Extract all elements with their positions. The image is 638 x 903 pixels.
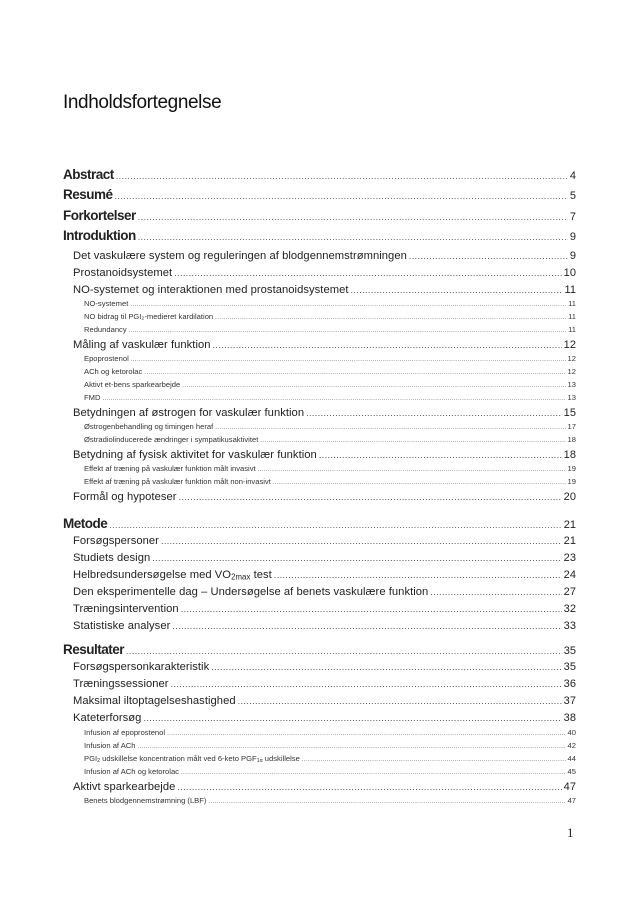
toc-entry-page: 35 [563,661,576,673]
toc-entry-level3[interactable] [84,728,576,740]
toc-leader-dots [174,268,562,278]
toc-entry-label: Aktivt et-bens sparkearbejde [84,380,181,389]
toc-entry-level1[interactable] [63,228,576,246]
toc-leader-dots [182,383,565,389]
toc-leader-dots [171,679,562,689]
toc-entry-page: 23 [563,552,576,564]
toc-entry-page: 27 [563,586,576,598]
toc-leader-dots [208,799,565,805]
toc-entry-level2[interactable] [73,781,576,797]
toc-leader-dots [215,425,565,431]
toc-entry-label: Træningssessioner [73,678,169,690]
toc-leader-dots [211,662,561,672]
toc-entry-label: Østradiolinducerede ændringer i sympatikusaktivitet [84,435,259,444]
page-number: 1 [567,825,574,840]
toc-entry-label: Infusion af ACh [84,741,136,750]
toc-entry-page: 21 [563,535,576,547]
toc-entry-level2[interactable] [73,620,576,636]
toc-entry-page: 20 [563,491,576,503]
toc-entry-level3[interactable] [84,754,576,766]
toc-leader-dots [161,536,562,546]
toc-entry-page: 36 [563,678,576,690]
toc-leader-dots [213,340,562,350]
toc-leader-dots [109,520,562,530]
toc-entry-page: 47 [563,781,576,793]
toc-entry-level3[interactable] [84,477,576,489]
toc-entry-page: 18 [567,435,576,444]
toc-entry-label: Introduktion [63,228,136,243]
toc-entry-level1[interactable] [63,167,576,185]
toc-entry-page: 13 [567,380,576,389]
toc-entry-label: Abstract [63,167,114,182]
toc-leader-dots [274,570,562,580]
toc-entry-level3[interactable] [84,741,576,753]
toc-entry-label: Infusion af ACh og ketorolac [84,767,179,776]
toc-entry-page: 9 [569,231,576,243]
toc-entry-level3[interactable] [84,367,576,379]
toc-leader-dots [302,757,566,763]
toc-entry-page: 5 [569,190,576,202]
toc-entry-page: 45 [567,767,576,776]
toc-leader-dots [126,646,562,656]
toc-entry-level1[interactable] [63,642,576,660]
toc-entry-label: Kateterforsøg [73,712,142,724]
toc-leader-dots [319,450,562,460]
toc-leader-dots [130,302,566,308]
toc-entry-label: Resultater [63,642,125,657]
toc-leader-dots [115,191,568,201]
toc-entry-label: Forsøgspersoner [73,535,159,547]
toc-leader-dots [260,438,565,444]
toc-entry-label: Infusion af epoprostenol [84,728,166,737]
toc-leader-dots [138,212,568,222]
toc-entry-label: Aktivt sparkearbejde [73,781,176,793]
toc-entry-page: 40 [567,728,576,737]
toc-entry-level3[interactable] [84,354,576,366]
toc-entry-label: Epoprostenol [84,354,129,363]
toc-entry-label: Forsøgspersonkarakteristik [73,661,210,673]
toc-entry-label: Østrogenbehandling og timingen heraf [84,422,214,431]
toc-entry-page: 13 [567,393,576,402]
toc-entry-level3[interactable] [84,380,576,392]
toc-entry-level2[interactable] [73,491,576,507]
toc-entry-level2[interactable] [73,284,576,300]
toc-entry-label: Maksimal iltoptagelseshastighed [73,695,236,707]
toc-entry-page: 4 [569,170,576,182]
toc-entry-level1[interactable] [63,516,576,534]
toc-title: Indholdsfortegnelse [63,92,222,113]
toc-entry-level3[interactable] [84,464,576,476]
toc-entry-label: Helbredsundersøgelse med $VO_{2max}$ test [73,569,272,582]
toc-entry-page: 47 [567,796,576,805]
toc-entry-level3[interactable] [84,312,576,324]
toc-entry-level2[interactable] [73,661,576,677]
toc-entry-page: 11 [568,325,576,334]
toc-entry-page: 18 [563,449,576,461]
toc-entry-page: 19 [567,464,576,473]
toc-leader-dots [181,604,562,614]
toc-entry-level2[interactable] [73,569,576,585]
toc-entry-page: 32 [563,603,576,615]
toc-entry-level3[interactable] [84,767,576,779]
toc-entry-label: ACh og ketorolac [84,367,143,376]
toc-entry-label: Effekt af træning på vaskulær funktion målt non-invasivt [84,477,271,486]
toc-entry-page: 12 [563,339,576,351]
toc-leader-dots [430,587,561,597]
toc-entry-level2[interactable] [73,535,576,551]
toc-entry-label: NO-systemet og interaktionen med prostanoidsystemet [73,284,349,296]
toc-entry-label: $PGI_2$ udskillelse koncentration målt ved 6-keto $PGF_{1\alpha}$ udskillelse [84,754,300,765]
toc-entry-level1[interactable] [63,208,576,226]
toc-entry-page: 15 [563,407,576,419]
toc-leader-dots [177,782,561,792]
toc-entry-page: 17 [567,422,576,431]
toc-entry-page: 21 [563,519,576,531]
toc-leader-dots [179,492,562,502]
toc-entry-page: 24 [563,569,576,581]
toc-entry-page: 9 [569,250,576,262]
toc-entry-page: 10 [563,267,576,279]
toc-entry-level3[interactable] [84,435,576,447]
toc-leader-dots [258,467,566,473]
toc-entry-page: 11 [568,299,576,308]
toc-entry-label: Måling af vaskulær funktion [73,339,211,351]
toc-leader-dots [351,285,563,295]
toc-leader-dots [102,396,565,402]
toc-entry-label: NO-systemet [84,299,129,308]
toc-entry-level2[interactable] [73,267,576,283]
toc-entry-level2[interactable] [73,603,576,619]
toc-leader-dots [238,696,562,706]
toc-entry-label: Betydningen af østrogen for vaskulær funktion [73,407,305,419]
toc-entry-level3[interactable] [84,796,576,808]
toc-entry-level3[interactable] [84,422,576,434]
toc-leader-dots [152,553,561,563]
toc-leader-dots [273,480,566,486]
toc-leader-dots [129,328,566,334]
toc-leader-dots [215,315,566,321]
toc-leader-dots [138,232,568,242]
toc-entry-page: 38 [563,712,576,724]
toc-entry-level1[interactable] [63,187,576,205]
toc-entry-page: 12 [567,367,576,376]
toc-entry-label: Benets blodgennemstrømning (LBF) [84,796,207,805]
toc-entry-page: 42 [567,741,576,750]
toc-leader-dots [143,713,561,723]
toc-entry-label: Studiets design [73,552,151,564]
toc-entry-label: Betydning af fysisk aktivitet for vaskulær funktion [73,449,317,461]
toc-entry-level2[interactable] [73,678,576,694]
toc-entry-label: Redundancy [84,325,127,334]
toc-entry-label: Træningsintervention [73,603,179,615]
toc-entry-page: 33 [563,620,576,632]
toc-leader-dots [144,370,565,376]
toc-leader-dots [116,171,568,181]
toc-entry-label: Resumé [63,187,113,202]
toc-leader-dots [181,770,566,776]
toc-entry-label: Statistiske analyser [73,620,171,632]
toc-entry-level2[interactable] [73,449,576,465]
toc-entry-level3[interactable] [84,299,576,311]
toc-entry-label: Den eksperimentelle dag – Undersøgelse af benets vaskulære funktion [73,586,429,598]
toc-leader-dots [167,731,565,737]
toc-entry-label: NO bidrag til PGI₂-medieret kardilation [84,312,214,321]
toc-entry-label: Metode [63,516,108,531]
toc-entry-level2[interactable] [73,552,576,568]
toc-leader-dots [172,621,561,631]
toc-entry-level3[interactable] [84,325,576,337]
toc-entry-label: FMD [84,393,101,402]
toc-entry-page: 11 [564,284,576,296]
toc-entry-level2[interactable] [73,407,576,423]
toc-entry-page: 37 [563,695,576,707]
toc-entry-label: Effekt af træning på vaskulær funktion målt invasivt [84,464,256,473]
toc-entry-label: Formål og hypoteser [73,491,177,503]
toc-entry-page: 12 [567,354,576,363]
toc-entry-page: 19 [567,477,576,486]
toc-entry-level2[interactable] [73,712,576,728]
toc-entry-label: Forkortelser [63,208,136,223]
toc-leader-dots [306,408,562,418]
toc-leader-dots [138,744,566,750]
toc-entry-level2[interactable] [73,250,576,266]
toc-leader-dots [131,357,566,363]
toc-entry-page: 35 [563,645,576,657]
toc-entry-level2[interactable] [73,339,576,355]
toc-entry-page: 7 [569,211,576,223]
toc-leader-dots [409,251,568,261]
toc-entry-page: 44 [567,754,576,763]
toc-entry-label: Det vaskulære system og reguleringen af blodgennemstrømningen [73,250,407,262]
toc-entry-level2[interactable] [73,586,576,602]
toc-entry-page: 11 [568,312,576,321]
toc-entry-level3[interactable] [84,393,576,405]
toc-entry-label: Prostanoidsystemet [73,267,173,279]
toc-entry-level2[interactable] [73,695,576,711]
